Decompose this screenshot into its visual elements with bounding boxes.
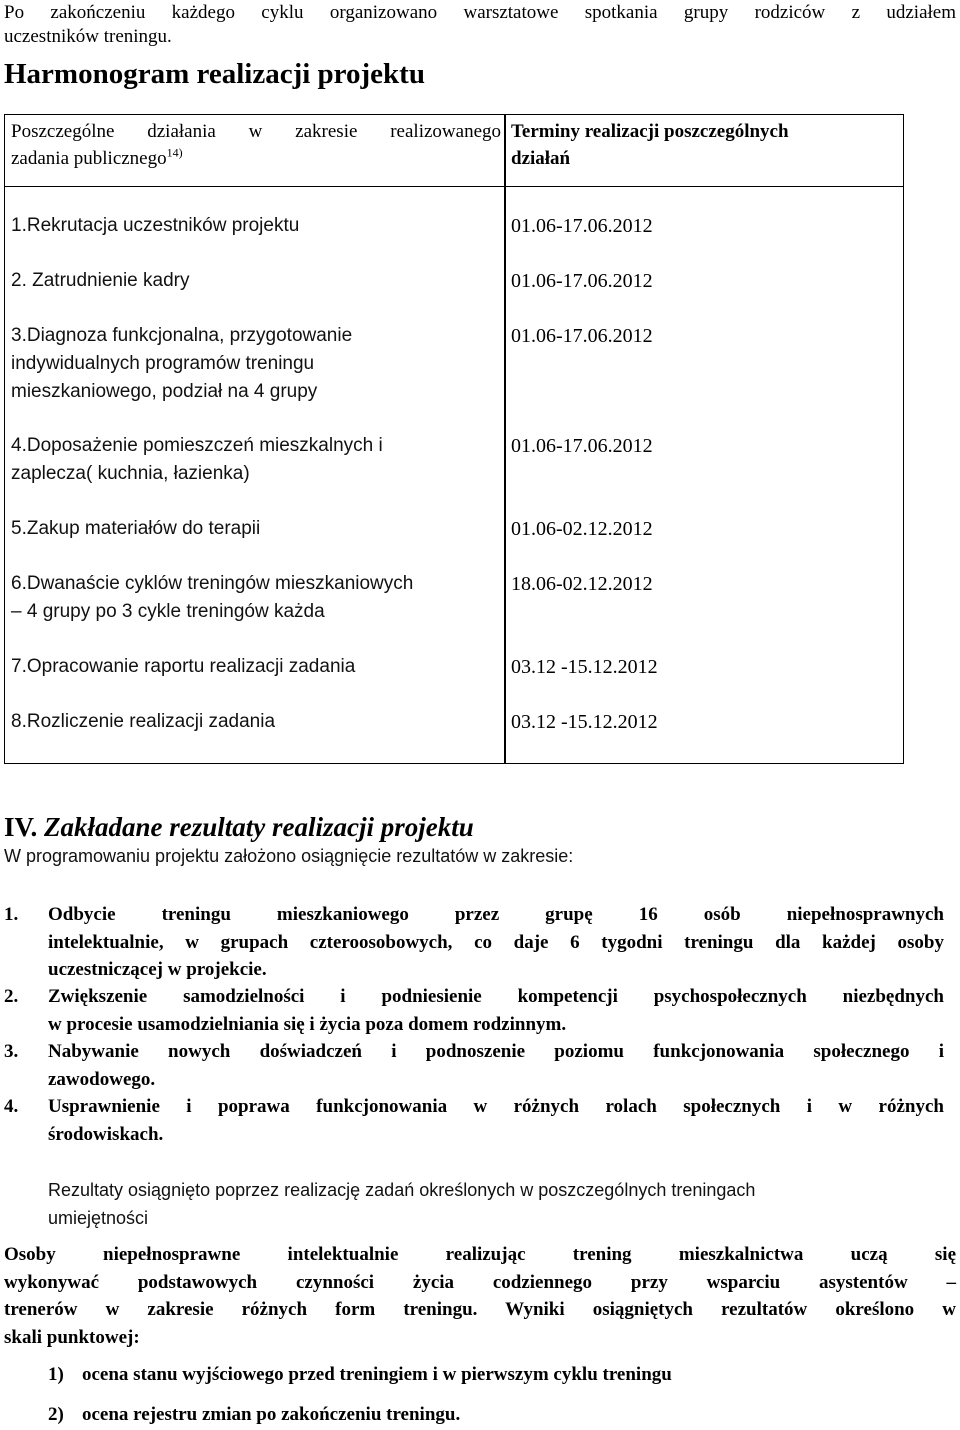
result-line: intelektualnie, w grupach czteroosobowych, co daje 6 tygodni treningu dla każdej osoby [48,931,944,953]
schedule-table [4,114,904,764]
task-cell [11,653,355,681]
task-cell [11,708,275,736]
scale-text: ocena stanu wyjściowego przed treningiem i w pierwszym cyklu treningu [82,1364,672,1385]
result-line: Odbycie treningu mieszkaniowego przez grupę 16 osób niepełnosprawnych [48,904,944,925]
term-cell: 01.06-17.06.2012 [511,270,653,292]
scale-number: 1) [48,1364,64,1385]
header-activities-line-1: Poszczególne działania w zakresie realizowanego [11,121,501,142]
term-cell: 18.06-02.12.2012 [511,573,653,595]
paragraph-line: skali punktowej: [4,1326,140,1348]
section-title-text: Zakładane rezultaty realizacji projektu [44,812,474,842]
results-achieved-note [48,1176,928,1232]
result-line: Zwiększenie samodzielności i podniesienie kompetencji psychospołecznych niezbędnych [48,986,944,1007]
task-line: 8.Rozliczenie realizacji zadania [11,711,276,732]
result-line: w procesie usamodzielniania się i życia poza domem rodzinnym. [48,1013,567,1035]
scale-item [48,1364,672,1386]
result-item [4,1093,944,1148]
result-number: 2. [4,986,19,1007]
header-terms-line-1: Terminy realizacji poszczególnych [511,121,789,142]
task-line: mieszkaniowego, podział na 4 grupy [11,381,318,402]
result-line: środowiskach. [48,1123,164,1145]
term-cell: 01.06-17.06.2012 [511,215,653,237]
footnote-marker: 14) [166,145,183,160]
intro-line-2: uczestników treningu. [4,26,172,47]
result-line: Nabywanie nowych doświadczeń i podnoszenie poziomu funkcjonowania społecznego i [48,1041,944,1062]
schedule-header-row [5,115,903,187]
scale-item [48,1404,460,1426]
paragraph-line: Osoby niepełnosprawne intelektualnie realizując trening mieszkalnictwa uczą się [4,1244,956,1265]
result-item [4,983,944,1038]
intro-line-1: Po zakończeniu każdego cyklu organizowano warsztatowe spotkania grupy rodziców z udziałem [4,2,956,23]
task-line: zaplecza( kuchnia, łazienka) [11,463,250,484]
task-line: 1.Rekrutacja uczestników projektu [11,215,300,236]
header-terms-line-2: działań [511,148,571,169]
section-intro: W programowaniu projektu założono osiągnięcie rezultatów w zakresie: [4,846,574,866]
task-cell [11,322,352,406]
paragraph-line: wykonywać podstawowych czynności życia codziennego przy wsparciu asystentów – [4,1271,956,1293]
task-line: 6.Dwanaście cyklów treningów mieszkaniowych [11,573,414,594]
task-cell [11,212,299,240]
task-cell [11,432,383,488]
column-divider [504,115,506,763]
scale-number: 2) [48,1404,64,1425]
task-cell [11,570,413,626]
term-cell: 01.06-17.06.2012 [511,435,653,457]
result-line: uczestniczącej w projekcie. [48,959,267,980]
result-line: zawodowego. [48,1068,156,1090]
results-achieved-line-2: umiejętności [48,1208,149,1228]
section-title [4,812,474,843]
section-number: IV. [4,812,38,842]
result-item [4,1038,944,1093]
result-number: 1. [4,904,19,925]
scale-text: ocena rejestru zmian po zakończeniu treningu. [82,1404,461,1425]
assessment-paragraph [4,1241,956,1351]
term-cell: 01.06-17.06.2012 [511,325,653,347]
result-item [4,901,944,984]
task-line: 2. Zatrudnienie kadry [11,270,190,291]
term-cell: 03.12 -15.12.2012 [511,656,658,678]
schedule-heading: Harmonogram realizacji projektu [4,58,425,90]
term-cell: 01.06-02.12.2012 [511,518,653,540]
header-terms [511,118,789,172]
task-line: 5.Zakup materiałów do terapii [11,518,261,539]
paragraph-line: trenerów w zakresie różnych form treningu. Wyniki osiągniętych rezultatów określono w [4,1299,956,1320]
header-activities [11,118,501,172]
task-cell [11,267,190,295]
task-line: indywidualnych programów treningu [11,353,315,374]
task-line: 3.Diagnoza funkcjonalna, przygotowanie [11,325,353,346]
task-cell [11,515,260,543]
header-activities-line-2: zadania publicznego [11,148,167,169]
task-line: 7.Opracowanie raportu realizacji zadania [11,656,356,677]
result-number: 3. [4,1041,19,1062]
task-line: 4.Doposażenie pomieszczeń mieszkalnych i [11,435,383,456]
result-number: 4. [4,1096,19,1117]
task-line: – 4 grupy po 3 cykle treningów każda [11,601,325,622]
results-achieved-line-1: Rezultaty osiągnięto poprzez realizację zadań określonych w poszczególnych treningach [48,1180,756,1200]
term-cell: 03.12 -15.12.2012 [511,711,658,733]
result-line: Usprawnienie i poprawa funkcjonowania w różnych rolach społecznych i w różnych [48,1096,944,1117]
